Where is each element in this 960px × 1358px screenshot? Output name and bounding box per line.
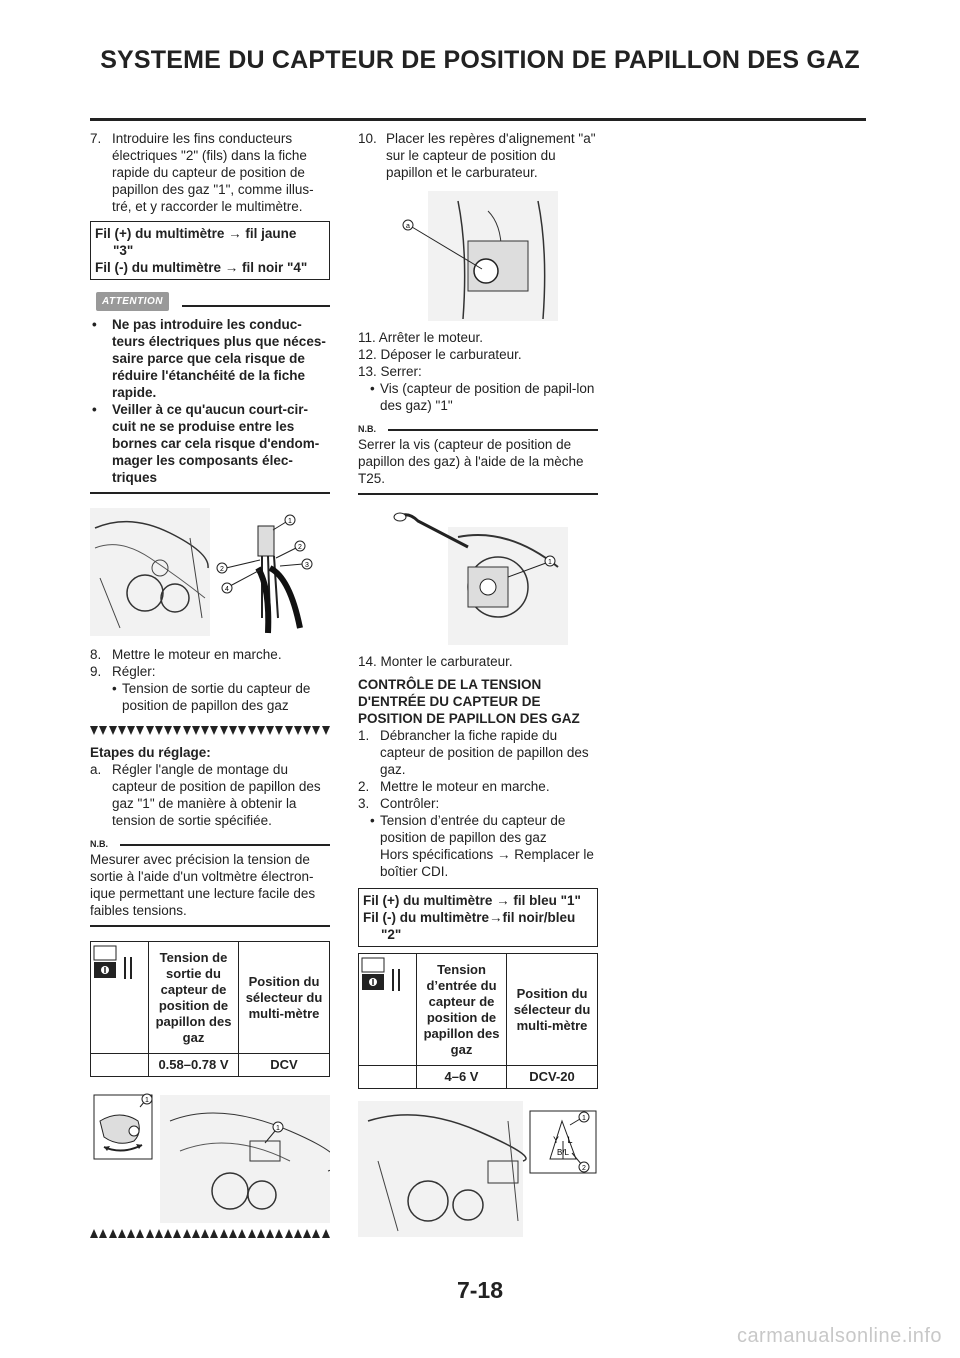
figure-screw bbox=[388, 507, 568, 645]
triangle-marker bbox=[285, 1229, 293, 1238]
triangle-marker bbox=[210, 726, 218, 735]
step-number: 10. bbox=[358, 131, 377, 146]
wire-line: Fil (+) du multimètre → fil bleu "1" bbox=[363, 893, 581, 908]
callout: 3 bbox=[305, 562, 309, 569]
triangle-marker bbox=[136, 726, 144, 735]
triangle-marker bbox=[173, 1229, 181, 1238]
step-number: 1. bbox=[358, 728, 370, 743]
step-12: 12. Déposer le carburateur. bbox=[358, 347, 522, 362]
attention-end-rule bbox=[90, 492, 330, 494]
triangle-marker bbox=[238, 1229, 246, 1238]
nb-label: N.B. bbox=[90, 839, 108, 849]
triangle-marker bbox=[220, 726, 228, 735]
step-11: 11. Arrêter le moteur. bbox=[358, 330, 484, 345]
step-a bbox=[90, 761, 330, 829]
triangle-marker bbox=[285, 726, 293, 735]
attention-text: Veiller à ce qu'aucun court-cir-cuit ne se produise entre les bornes car cela risque d'endom-mager les composants élec-triques bbox=[112, 402, 320, 485]
wire-line: "2" bbox=[381, 927, 402, 942]
step-text: Débrancher la fiche rapide du capteur de position de papillon des gaz. bbox=[380, 728, 589, 777]
triangle-marker bbox=[201, 726, 209, 735]
triangle-marker bbox=[248, 726, 256, 735]
steps-start-marker bbox=[90, 726, 330, 738]
step-number: 7. bbox=[90, 131, 102, 146]
nb-header bbox=[90, 839, 330, 851]
multimeter-icon bbox=[361, 957, 409, 995]
attention-rule bbox=[182, 305, 330, 307]
page-number: 7-18 bbox=[456, 1277, 504, 1303]
watermark: carmanualsonline.info bbox=[736, 1325, 942, 1347]
multimeter-icon bbox=[93, 945, 141, 983]
nb-text: Serrer la vis (capteur de position de papillon des gaz) à l'aide de la mèche T25. bbox=[358, 437, 584, 486]
right-column bbox=[358, 130, 598, 1237]
wire-label: L bbox=[567, 1135, 573, 1145]
left-column bbox=[90, 130, 330, 1241]
step-number: a. bbox=[90, 762, 102, 777]
step-13: 13. Serrer: bbox=[358, 364, 422, 379]
attention-text: Ne pas introduire les conduc-teurs électriques plus que néces-saire parce que cela risque de réduire l'étanchéité de la fiche rapide. bbox=[112, 317, 326, 400]
triangle-marker bbox=[294, 726, 302, 735]
table-cell: DCV bbox=[239, 1054, 330, 1077]
check-step-1 bbox=[358, 727, 598, 778]
callout: 1 bbox=[582, 1115, 586, 1122]
triangle-marker bbox=[146, 726, 154, 735]
triangle-marker bbox=[173, 726, 181, 735]
nb-label: N.B. bbox=[358, 424, 376, 434]
callout: 2 bbox=[582, 1165, 586, 1172]
step-number: 3. bbox=[358, 796, 370, 811]
step-8 bbox=[90, 646, 330, 663]
table-header: Position du sélecteur du multi-mètre bbox=[239, 942, 330, 1054]
step-text: Contrôler: bbox=[380, 796, 440, 811]
triangle-marker bbox=[257, 726, 265, 735]
spec-table bbox=[358, 953, 598, 1089]
triangle-marker bbox=[322, 726, 330, 735]
wire-label: B/L bbox=[556, 1148, 570, 1157]
triangle-marker bbox=[248, 1229, 256, 1238]
triangle-marker bbox=[201, 1229, 209, 1238]
triangle-marker bbox=[127, 1229, 135, 1238]
step-9-bullet: • Tension de sortie du capteur de position de papillon des gaz bbox=[112, 681, 311, 713]
triangle-marker bbox=[238, 726, 246, 735]
callout: 1 bbox=[145, 1097, 149, 1104]
callout: a bbox=[406, 223, 410, 230]
step-text: Mettre le moteur en marche. bbox=[112, 647, 282, 662]
triangle-marker bbox=[192, 726, 200, 735]
attention-badge: ATTENTION bbox=[96, 292, 169, 311]
callout: 4 bbox=[225, 586, 229, 593]
triangle-marker bbox=[99, 726, 107, 735]
table-cell bbox=[91, 1054, 149, 1077]
attention-list bbox=[90, 316, 330, 486]
check-step-3 bbox=[358, 795, 598, 812]
steps-title: Etapes du réglage: bbox=[90, 745, 211, 760]
triangle-marker bbox=[109, 1229, 117, 1238]
step-number: 2. bbox=[358, 779, 370, 794]
triangle-marker bbox=[294, 1229, 302, 1238]
table-cell bbox=[359, 1066, 417, 1089]
figure-adjustment bbox=[90, 1091, 330, 1223]
step-text: Introduire les fins conducteurs électriques "2" (fils) dans la fiche rapide du capteur de position de papillon des gaz "1", comme illus-tré, et y raccorder le multimètre. bbox=[112, 131, 314, 214]
section-title: CONTRÔLE DE LA TENSION D'ENTRÉE DU CAPTEUR DE POSITION DE PAPILLON DES GAZ bbox=[358, 677, 580, 726]
triangle-marker bbox=[109, 726, 117, 735]
step-number: 9. bbox=[90, 664, 102, 679]
triangle-marker bbox=[303, 1229, 311, 1238]
check-step-3-bullet: • Tension d’entrée du capteur de position de papillon des gaz bbox=[370, 813, 566, 845]
callout: 2 bbox=[220, 566, 224, 573]
triangle-marker bbox=[322, 1229, 330, 1238]
multimeter-icon-cell bbox=[359, 954, 417, 1066]
out-of-spec: Hors spécifications → Remplacer le boîtier CDI. bbox=[380, 847, 594, 879]
nb-text: Mesurer avec précision la tension de sortie à l'aide d'un voltmètre électron-ique permettant une lecture facile des faibles tensions. bbox=[90, 852, 316, 918]
nb-header bbox=[358, 424, 598, 436]
triangle-marker bbox=[229, 726, 237, 735]
triangle-marker bbox=[183, 1229, 191, 1238]
figure-sensor-wiring bbox=[90, 508, 330, 636]
triangle-marker bbox=[220, 1229, 228, 1238]
triangle-marker bbox=[303, 726, 311, 735]
triangle-marker bbox=[275, 726, 283, 735]
table-cell: DCV-20 bbox=[507, 1066, 598, 1089]
step-text: Placer les repères d'alignement "a" sur le capteur de position du papillon et le carburateur. bbox=[386, 131, 596, 180]
triangle-marker bbox=[183, 726, 191, 735]
attention-header bbox=[90, 290, 330, 314]
multimeter-icon-cell bbox=[91, 942, 149, 1054]
triangle-marker bbox=[118, 1229, 126, 1238]
triangle-marker bbox=[99, 1229, 107, 1238]
triangle-marker bbox=[312, 726, 320, 735]
step-10 bbox=[358, 130, 598, 181]
step-9 bbox=[90, 663, 330, 680]
header-rule bbox=[90, 118, 866, 121]
wire-line: Fil (-) du multimètre → fil noir "4" bbox=[95, 260, 308, 275]
step-text: Régler: bbox=[112, 664, 156, 679]
table-header: Tension de sortie du capteur de position de papillon des gaz bbox=[149, 942, 239, 1054]
step-13-bullet: • Vis (capteur de position de papil-lon des gaz) "1" bbox=[370, 381, 595, 413]
attention-item: • Veiller à ce qu'aucun court-cir-cuit ne se produise entre les bornes car cela risque d'endom-mager les composants élec-triques bbox=[92, 402, 320, 485]
step-7 bbox=[90, 130, 330, 215]
table-header: Tension d’entrée du capteur de position de papillon des gaz bbox=[417, 954, 507, 1066]
triangle-marker bbox=[136, 1229, 144, 1238]
triangle-marker bbox=[266, 1229, 274, 1238]
triangle-marker bbox=[192, 1229, 200, 1238]
callout: 1 bbox=[548, 559, 552, 566]
step-14: 14. Monter le carburateur. bbox=[358, 654, 513, 669]
figure-input-check bbox=[358, 1101, 598, 1237]
triangle-marker bbox=[155, 726, 163, 735]
wire-box bbox=[90, 221, 330, 280]
triangle-marker bbox=[155, 1229, 163, 1238]
wire-line: Fil (-) du multimètre→fil noir/bleu bbox=[363, 910, 576, 925]
figure-alignment-marks bbox=[398, 191, 558, 321]
bullet-text: Vis (capteur de position de papil-lon des gaz) "1" bbox=[380, 381, 595, 413]
callout: 1 bbox=[288, 518, 292, 525]
triangle-marker bbox=[275, 1229, 283, 1238]
bullet-text: Tension d’entrée du capteur de position de papillon des gaz bbox=[380, 813, 566, 845]
triangle-marker bbox=[90, 726, 98, 735]
triangle-marker bbox=[127, 726, 135, 735]
wire-line: Fil (+) du multimètre → fil jaune bbox=[95, 226, 297, 241]
wire-label: Y bbox=[552, 1135, 560, 1145]
page-title: SYSTEME DU CAPTEUR DE POSITION DE PAPILLON DES GAZ bbox=[100, 46, 860, 74]
triangle-marker bbox=[257, 1229, 265, 1238]
nb-rule bbox=[120, 844, 330, 846]
triangle-marker bbox=[312, 1229, 320, 1238]
nb-rule bbox=[388, 429, 598, 431]
steps-end-marker bbox=[90, 1229, 330, 1241]
table-cell: 4–6 V bbox=[417, 1066, 507, 1089]
nb-end-rule bbox=[90, 925, 330, 927]
callout: 1 bbox=[276, 1125, 280, 1132]
bullet-text: Tension de sortie du capteur de position de papillon des gaz bbox=[122, 681, 311, 713]
table-header: Position du sélecteur du multi-mètre bbox=[507, 954, 598, 1066]
triangle-marker bbox=[118, 726, 126, 735]
triangle-marker bbox=[164, 1229, 172, 1238]
step-text: Régler l'angle de montage du capteur de position de papillon des gaz "1" de manière à obtenir la tension de sortie spécifiée. bbox=[112, 762, 321, 828]
attention-item: • Ne pas introduire les conduc-teurs électriques plus que néces-saire parce que cela risque de réduire l'étanchéité de la fiche rapide. bbox=[92, 317, 326, 400]
triangle-marker bbox=[229, 1229, 237, 1238]
table-cell: 0.58–0.78 V bbox=[149, 1054, 239, 1077]
nb-end-rule bbox=[358, 493, 598, 495]
triangle-marker bbox=[164, 726, 172, 735]
spec-table bbox=[90, 941, 330, 1077]
step-text: Mettre le moteur en marche. bbox=[380, 779, 550, 794]
check-step-2 bbox=[358, 778, 598, 795]
wire-line: "3" bbox=[113, 243, 134, 258]
triangle-marker bbox=[210, 1229, 218, 1238]
wire-box bbox=[358, 888, 598, 947]
triangle-marker bbox=[90, 1229, 98, 1238]
callout: 2 bbox=[298, 544, 302, 551]
step-number: 8. bbox=[90, 647, 102, 662]
triangle-marker bbox=[266, 726, 274, 735]
triangle-marker bbox=[146, 1229, 154, 1238]
